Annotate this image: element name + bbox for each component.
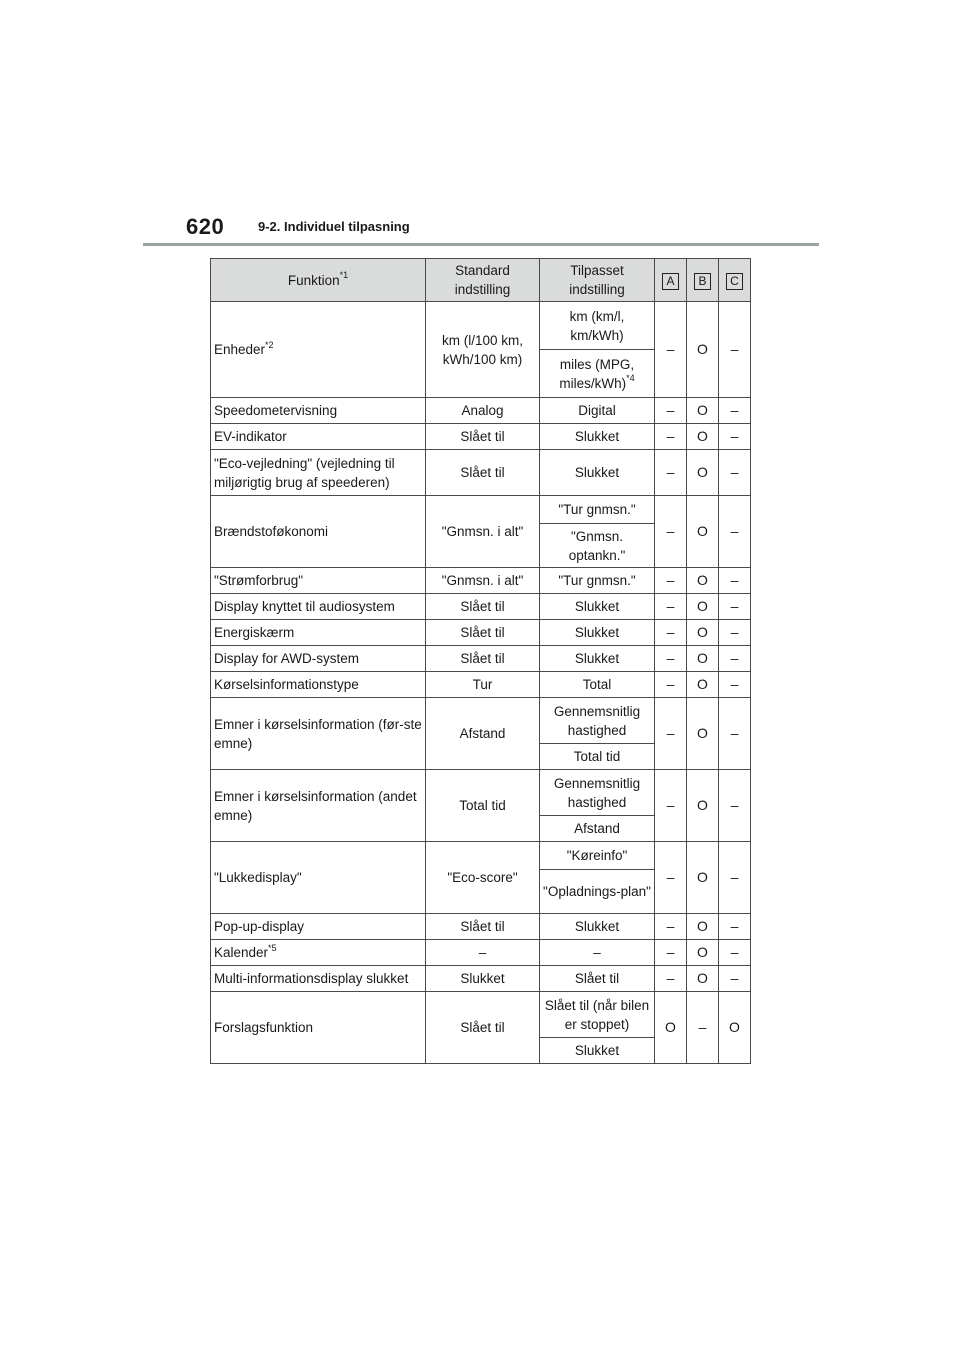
cell-custom: Gennemsnitlig hastighed [540, 698, 655, 744]
cell-custom: miles (MPG, miles/kWh)$^{*4}$ [540, 350, 655, 398]
cell-a: – [655, 646, 687, 672]
cell-b: O [687, 940, 719, 966]
cell-standard: Slukket [426, 966, 540, 992]
cell-b: O [687, 914, 719, 940]
cell-a: – [655, 302, 687, 398]
cell-custom: Slukket [540, 450, 655, 496]
page-number: 620 [186, 214, 225, 239]
cell-b: – [687, 992, 719, 1064]
table-row [211, 620, 751, 646]
cell-a: – [655, 398, 687, 424]
cell-c: – [719, 672, 751, 698]
cell-c: – [719, 770, 751, 842]
cell-b: O [687, 450, 719, 496]
cell-c: – [719, 302, 751, 398]
cell-c: – [719, 496, 751, 568]
cell-custom: Afstand [540, 816, 655, 842]
table-row [211, 594, 751, 620]
column-header-c: C [719, 259, 751, 302]
cell-funktion: Pop-up-display [211, 914, 426, 940]
table-row [211, 646, 751, 672]
cell-c: – [719, 594, 751, 620]
cell-a: – [655, 966, 687, 992]
table-row [211, 940, 751, 966]
cell-custom: "Tur gnmsn." [540, 496, 655, 524]
cell-b: O [687, 646, 719, 672]
cell-b: O [687, 842, 719, 914]
section-title: 9-2. Individuel tilpasning [258, 219, 410, 234]
cell-funktion: "Lukkedisplay" [211, 842, 426, 914]
cell-standard: Slået til [426, 594, 540, 620]
cell-custom: "Opladnings-plan" [540, 870, 655, 914]
cell-c: – [719, 398, 751, 424]
cell-standard: Total tid [426, 770, 540, 842]
cell-b: O [687, 424, 719, 450]
table-row [211, 966, 751, 992]
cell-funktion: Kalender$^{*5}$ [211, 940, 426, 966]
cell-b: O [687, 302, 719, 398]
cell-b: O [687, 568, 719, 594]
cell-custom: Slået til [540, 966, 655, 992]
cell-funktion: Multi-informationsdisplay slukket [211, 966, 426, 992]
cell-standard: – [426, 940, 540, 966]
cell-funktion: "Eco-vejledning" (vejledning til miljørigtig brug af speederen) [211, 450, 426, 496]
settings-table [210, 258, 751, 1064]
cell-b: O [687, 672, 719, 698]
cell-funktion: Display for AWD-system [211, 646, 426, 672]
cell-a: – [655, 770, 687, 842]
cell-funktion: EV-indikator [211, 424, 426, 450]
cell-a: – [655, 940, 687, 966]
cell-custom: "Tur gnmsn." [540, 568, 655, 594]
cell-funktion: Emner i kørselsinformation (før-ste emne) [211, 698, 426, 770]
cell-b: O [687, 620, 719, 646]
table-row [211, 914, 751, 940]
cell-funktion: Forslagsfunktion [211, 992, 426, 1064]
cell-a: – [655, 424, 687, 450]
cell-a: – [655, 698, 687, 770]
cell-custom: "Gnmsn. optankn." [540, 524, 655, 568]
table-row [211, 568, 751, 594]
cell-standard: "Eco-score" [426, 842, 540, 914]
cell-standard: Slået til [426, 914, 540, 940]
table-row [211, 398, 751, 424]
table-row [211, 992, 751, 1038]
cell-custom: – [540, 940, 655, 966]
cell-a: O [655, 992, 687, 1064]
column-header-standard: Standard indstilling [426, 259, 540, 302]
cell-standard: Slået til [426, 620, 540, 646]
cell-custom: Slukket [540, 594, 655, 620]
cell-a: – [655, 620, 687, 646]
cell-standard: Afstand [426, 698, 540, 770]
cell-funktion: "Strømforbrug" [211, 568, 426, 594]
table-row [211, 496, 751, 524]
cell-c: – [719, 620, 751, 646]
cell-funktion: Speedometervisning [211, 398, 426, 424]
cell-c: O [719, 992, 751, 1064]
column-header-tilpasset: Tilpasset indstilling [540, 259, 655, 302]
cell-c: – [719, 842, 751, 914]
cell-funktion: Enheder$^{*2}$ [211, 302, 426, 398]
cell-standard: Slået til [426, 646, 540, 672]
cell-funktion: Emner i kørselsinformation (andet emne) [211, 770, 426, 842]
cell-c: – [719, 424, 751, 450]
cell-funktion: Display knyttet til audiosystem [211, 594, 426, 620]
cell-standard: "Gnmsn. i alt" [426, 568, 540, 594]
cell-b: O [687, 398, 719, 424]
cell-standard: Tur [426, 672, 540, 698]
cell-custom: Slukket [540, 914, 655, 940]
cell-standard: km (l/100 km, kWh/100 km) [426, 302, 540, 398]
cell-c: – [719, 940, 751, 966]
cell-funktion: Kørselsinformationstype [211, 672, 426, 698]
cell-b: O [687, 698, 719, 770]
table-row [211, 302, 751, 350]
cell-a: – [655, 496, 687, 568]
cell-a: – [655, 594, 687, 620]
cell-c: – [719, 646, 751, 672]
cell-a: – [655, 672, 687, 698]
table-header-row [211, 259, 751, 302]
cell-standard: Slået til [426, 450, 540, 496]
cell-custom: Slukket [540, 1038, 655, 1064]
cell-b: O [687, 496, 719, 568]
cell-custom: Slukket [540, 424, 655, 450]
cell-custom: Slukket [540, 646, 655, 672]
cell-custom: Digital [540, 398, 655, 424]
cell-standard: Slået til [426, 424, 540, 450]
column-header-a: A [655, 259, 687, 302]
column-header-funktion: Funktion$^{*1}$ [211, 259, 426, 302]
table-row [211, 450, 751, 496]
cell-standard: "Gnmsn. i alt" [426, 496, 540, 568]
table-row [211, 672, 751, 698]
cell-c: – [719, 698, 751, 770]
cell-custom: Slået til (når bilen er stoppet) [540, 992, 655, 1038]
cell-custom: Total [540, 672, 655, 698]
cell-c: – [719, 450, 751, 496]
table-row [211, 842, 751, 870]
cell-custom: Total tid [540, 744, 655, 770]
cell-b: O [687, 966, 719, 992]
table-row [211, 698, 751, 744]
cell-c: – [719, 568, 751, 594]
cell-b: O [687, 594, 719, 620]
cell-a: – [655, 842, 687, 914]
table-row [211, 424, 751, 450]
cell-a: – [655, 914, 687, 940]
cell-custom: Slukket [540, 620, 655, 646]
cell-custom: km (km/l, km/kWh) [540, 302, 655, 350]
cell-custom: Gennemsnitlig hastighed [540, 770, 655, 816]
cell-c: – [719, 914, 751, 940]
cell-a: – [655, 568, 687, 594]
column-header-b: B [687, 259, 719, 302]
cell-funktion: Energiskærm [211, 620, 426, 646]
cell-custom: "Køreinfo" [540, 842, 655, 870]
header-divider [143, 243, 819, 246]
table-row [211, 770, 751, 816]
cell-a: – [655, 450, 687, 496]
cell-c: – [719, 966, 751, 992]
cell-standard: Analog [426, 398, 540, 424]
cell-standard: Slået til [426, 992, 540, 1064]
cell-funktion: Brændstoføkonomi [211, 496, 426, 568]
cell-b: O [687, 770, 719, 842]
